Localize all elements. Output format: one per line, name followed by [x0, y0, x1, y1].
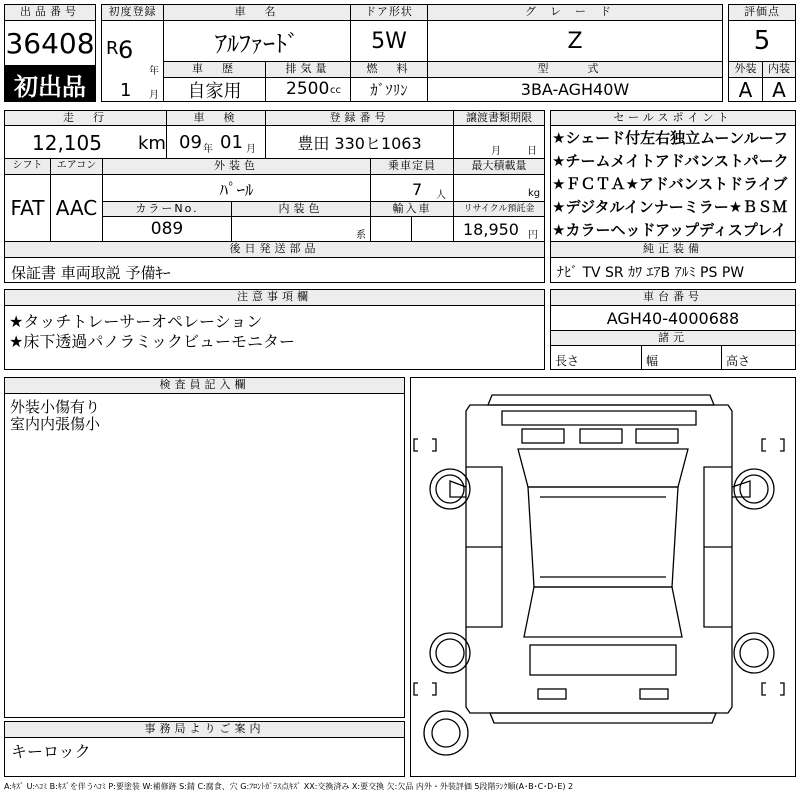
sales-points-label: セールスポイント	[550, 110, 796, 126]
reg-year: 6	[118, 36, 134, 64]
sales-point-item: ★カラーヘッドアップディスプレイ	[552, 221, 787, 239]
height-label: 高さ	[726, 354, 751, 368]
capacity-label: 乗車定員	[370, 158, 454, 175]
grille	[522, 429, 564, 443]
note-item: ★床下透過パノラミックビューモニター	[9, 332, 296, 351]
bracket	[762, 683, 784, 695]
grille	[636, 429, 678, 443]
grade-label: グレード	[427, 4, 723, 21]
displacement: 2500	[286, 79, 330, 99]
displacement-label: 排気量	[265, 61, 351, 78]
sales-point-item: ★ＦＣＴＡ★アドバンストドライブ	[552, 175, 788, 193]
reg-month: 1	[120, 80, 132, 101]
body-outline	[466, 405, 732, 713]
import-label: 輸入車	[370, 201, 454, 217]
dims-label: 諸元	[550, 330, 796, 346]
first-reg-label: 初度登録	[101, 4, 164, 21]
score-label: 評価点	[728, 4, 796, 21]
notes-label: 注意事項欄	[4, 289, 545, 306]
hood	[502, 411, 696, 425]
later-parts: 保証書 車両取説 予備ｷｰ	[4, 257, 545, 283]
capacity: 7	[412, 180, 423, 199]
rear-light	[538, 689, 566, 699]
import-divider	[411, 216, 412, 242]
note-item: ★タッチトレーサーオペレーション	[9, 312, 263, 331]
color-no: 089	[102, 216, 232, 242]
grille	[580, 429, 622, 443]
equipment-label: 純正装備	[550, 241, 796, 258]
inspection-label: 車 検	[166, 110, 266, 126]
inspection-month: 01	[220, 132, 243, 153]
mileage-unit: km	[138, 133, 166, 154]
rear-window	[524, 587, 682, 637]
ac-label: エアコン	[50, 158, 103, 175]
ac: AAC	[50, 174, 103, 242]
recycle-label: リサイクル預託金	[453, 201, 545, 217]
bracket	[762, 439, 784, 451]
car-name-label: 車 名	[163, 4, 351, 21]
interior-grade: A	[762, 77, 796, 102]
transfer-month-unit: 月	[491, 146, 501, 157]
lot-label: 出品番号	[4, 4, 96, 21]
inspection-month-unit: 月	[246, 144, 256, 155]
spare-wheel	[432, 719, 460, 747]
recycle: 18,950	[463, 220, 519, 239]
front-bumper	[488, 395, 714, 405]
dims-row	[550, 345, 796, 370]
car-diagram	[410, 377, 796, 777]
rear-bumper	[490, 713, 716, 723]
later-parts-label: 後日発送部品	[4, 241, 545, 258]
fuel-label: 燃 料	[350, 61, 428, 78]
right-side-panels	[704, 467, 732, 627]
transfer-label: 譲渡書類期限	[453, 110, 545, 126]
capacity-unit: 人	[436, 190, 446, 201]
left-side-panels	[466, 467, 502, 627]
roof	[528, 487, 678, 587]
sales-point-item: ★シェード付左右独立ムーンルーフ	[552, 129, 788, 147]
length-label: 長さ	[555, 354, 580, 368]
first-listing-badge: 初出品	[4, 66, 96, 102]
score: 5	[728, 20, 796, 62]
import-cell	[370, 216, 454, 242]
year-unit: 年	[149, 66, 159, 77]
fuel: ｶﾞｿﾘﾝ	[350, 77, 428, 102]
displacement-unit: cc	[330, 85, 341, 96]
wheel-front-right	[740, 475, 768, 503]
inspection-year-unit: 年	[203, 144, 213, 155]
inspector-box	[4, 393, 405, 718]
office-label: 事務局よりご案内	[4, 721, 405, 738]
mileage-label: 走 行	[4, 110, 167, 126]
chassis-number: AGH40-4000688	[550, 305, 796, 331]
exterior-grade: A	[728, 77, 763, 102]
inspector-line: 外装小傷有り	[10, 398, 101, 416]
sales-point-item: ★デジタルインナーミラー★ＢＳＭ	[552, 198, 788, 216]
car-name: ｱﾙﾌｧｰﾄﾞ	[163, 20, 351, 62]
color-label: 外装色	[102, 158, 371, 175]
history-label: 車 歴	[163, 61, 266, 78]
dims-divider	[721, 345, 722, 370]
dims-divider	[641, 345, 642, 370]
interior-color-cell	[231, 216, 371, 242]
bracket	[414, 683, 436, 695]
bracket	[414, 439, 436, 451]
interior-label: 内装	[762, 61, 796, 78]
grade: Z	[427, 20, 723, 62]
chassis-label: 車台番号	[550, 289, 796, 306]
interior-color-label: 内装色	[231, 201, 371, 217]
door-label: ドア形状	[350, 4, 428, 21]
wheel-rear-right	[740, 639, 768, 667]
spare-wheel	[424, 711, 468, 755]
load-label: 最大積載量	[453, 158, 545, 175]
exterior-color: ﾊﾟｰﾙ	[102, 174, 371, 202]
equipment: ﾅﾋﾞ TV SR ｶﾜ ｴｱB ｱﾙﾐ PS PW	[550, 257, 796, 283]
load-unit: kg	[528, 188, 541, 199]
mileage: 12,105	[32, 131, 102, 155]
office-text: キーロック	[4, 737, 405, 777]
lot-number: 36408	[4, 20, 96, 66]
inspection-year: 09	[179, 132, 202, 153]
inspector-line: 室内内張傷小	[10, 415, 101, 433]
era-label: R	[106, 38, 119, 59]
roof-line	[540, 497, 666, 577]
model: 3BA-AGH40W	[427, 77, 723, 102]
tailgate	[530, 645, 676, 675]
transfer-day-unit: 日	[527, 146, 537, 157]
history: 自家用	[163, 77, 266, 102]
shift-label: シフト	[4, 158, 51, 175]
wheel-rear-left	[436, 639, 464, 667]
legend: A:ｷｽﾞ U:ﾍｺﾐ B:ｷｽﾞを伴うﾍｺﾐ P:要塗装 W:補修跡 S:錆 C:腐食、穴 G:ﾌﾛﾝﾄｶﾞﾗｽ点ｷｽﾞ XX:交換済み X:要交換 欠:欠品 内外・外装評価 5段階ﾗﾝｸ順(A･B･C･D･E) 2	[4, 782, 574, 791]
windshield	[518, 449, 688, 487]
registration: 豊田 330ヒ1063	[265, 125, 454, 159]
model-label: 型 式	[427, 61, 723, 78]
door-type: 5W	[350, 20, 428, 62]
exterior-label: 外装	[728, 61, 763, 78]
rear-light	[640, 689, 668, 699]
month-unit: 月	[149, 90, 159, 101]
sales-point-item: ★チームメイトアドバンストパーク	[552, 152, 789, 170]
shift: FAT	[4, 174, 51, 242]
interior-color-unit: 系	[356, 230, 366, 241]
registration-label: 登録番号	[265, 110, 454, 126]
inspector-label: 検査員記入欄	[4, 377, 405, 394]
recycle-unit: 円	[528, 230, 538, 241]
width-label: 幅	[646, 354, 659, 368]
color-no-label: カラーNo.	[102, 201, 232, 217]
